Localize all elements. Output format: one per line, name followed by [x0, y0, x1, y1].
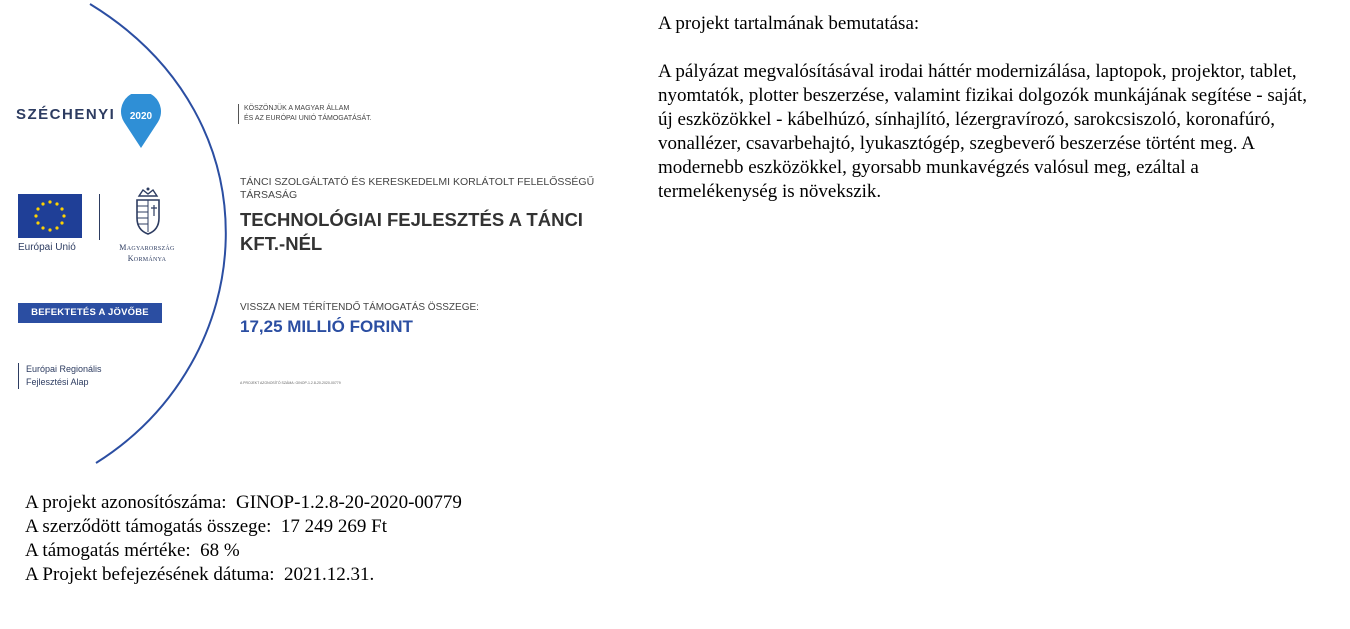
invest-in-future-badge: BEFEKTETÉS A JÖVŐBE [18, 303, 162, 323]
description-heading: A projekt tartalmának bemutatása: [658, 13, 920, 34]
fact-support-rate: A támogatás mértéke: 68 % [25, 540, 240, 561]
hungary-label-line2: Kormánya [127, 254, 167, 263]
szechenyi-pin-icon [116, 94, 166, 150]
grant-amount: 17,25 MILLIÓ FORINT [240, 317, 413, 336]
thanks-line1: KÖSZÖNJÜK A MAGYAR ÁLLAM [244, 105, 350, 112]
hungary-government-label [106, 242, 188, 264]
szechenyi-logo: SZÉCHENYI [16, 106, 116, 123]
hungarian-coat-of-arms-icon [131, 186, 165, 236]
szechenyi-year: 2020 [129, 111, 153, 122]
erfa-line1: Európai Regionális [26, 364, 102, 374]
erfa-label [18, 363, 102, 389]
fact-contracted-amount: A szerződött támogatás összege: 17 249 269 Ft [25, 516, 387, 537]
erfa-line2: Fejlesztési Alap [26, 377, 89, 387]
thanks-note [238, 104, 372, 124]
hungary-label-line1: Magyarország [119, 243, 175, 252]
fact-project-id: A projekt azonosítószáma: GINOP-1.2.8-20-2020-00779 [25, 492, 462, 513]
project-id-small: A PROJEKT AZONOSÍTÓ SZÁMA: GINOP-1.2.8-20-2020-00779 [240, 381, 341, 385]
grant-label: VISSZA NEM TÉRÍTENDŐ TÁMOGATÁS ÖSSZEGE: [240, 302, 479, 313]
project-title: TECHNOLÓGIAI FEJLESZTÉS A TÁNCI KFT.-NÉL [240, 209, 583, 254]
project-facts [25, 491, 462, 587]
support-poster [0, 0, 640, 470]
beneficiary-name: TÁNCI SZOLGÁLTATÓ ÉS KERESKEDELMI KORLÁTOLT FELELŐSSÉGŰ TÁRSASÁG [240, 176, 595, 201]
eu-flag-icon [18, 194, 82, 238]
description-body: A pályázat megvalósításával irodai háttér modernizálása, laptopok, projektor, tablet, nyomtatók, plotter beszerzése, valamint fizikai dolgozók munkájának segítése - saját, új eszközökkel - kábelhúzó, sínhajlító, lézergravírozó, sarokcsiszoló, koronafúró, vonallézer, csavarbehajtó, lyukasztógép, szegbeverő beszerzése történt meg. A modernebb eszközökkel, gyorsabb munkavégzés valósul meg, ezáltal a termelékenység is növekszik. [658, 61, 1307, 202]
fact-completion-date: A Projekt befejezésének dátuma: 2021.12.31. [25, 564, 375, 585]
thanks-line2: ÉS AZ EURÓPAI UNIÓ TÁMOGATÁSÁT. [244, 115, 372, 122]
project-description [658, 12, 1318, 204]
logo-divider [99, 194, 100, 240]
eu-label: Európai Unió [18, 242, 76, 253]
